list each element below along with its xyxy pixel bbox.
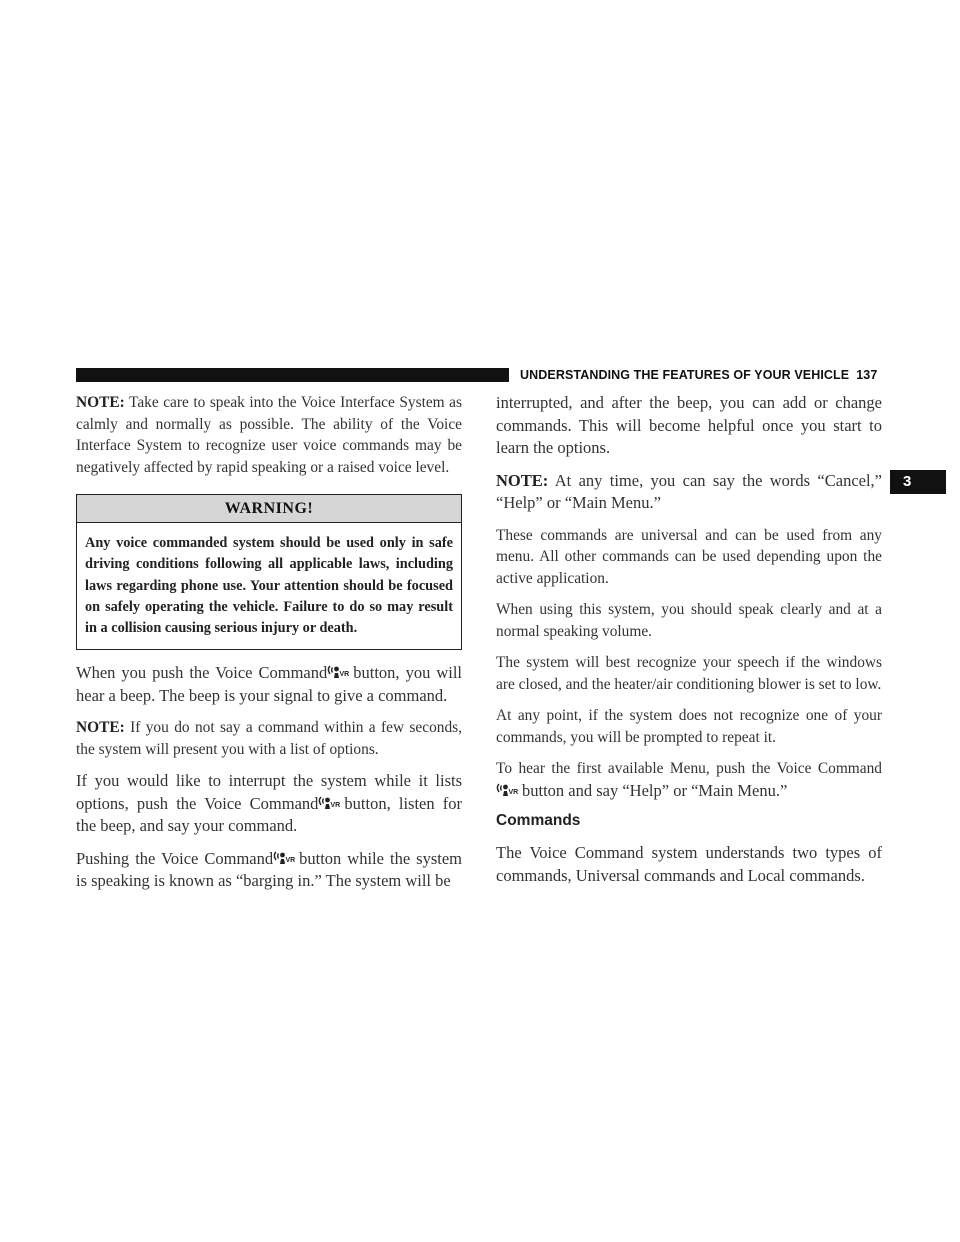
svg-text:VR: VR [330, 801, 341, 809]
note-paragraph-2 [76, 717, 462, 760]
svg-text:VR: VR [285, 856, 296, 864]
left-column [76, 392, 462, 903]
paragraph-text: To hear the first available Menu, push the Voice Command [496, 760, 882, 777]
paragraph-recognize: The system will best recognize your speech if the windows are closed, and the heater/air conditioning blower is set to low. [496, 654, 882, 693]
warning-body: Any voice commanded system should be used only in safe driving conditions following all applicable laws, including laws regarding phone use. Your attention should be focused on safely operating the vehicle. Failure to do so may result in a collision causing serious injury or death. [85, 535, 453, 637]
paragraph-continued: interrupted, and after the beep, you can add or change commands. This will become helpful once you start to learn the options. [496, 393, 882, 457]
note-text: If you do not say a command within a few seconds, the system will present you with a list of options. [76, 719, 462, 758]
paragraph-barging-in [76, 848, 462, 893]
paragraph-text: button and say “Help” or “Main Menu.” [522, 780, 788, 800]
paragraph-first-menu [496, 758, 882, 802]
header-rule [76, 368, 509, 382]
paragraph-text: Pushing the Voice Command [76, 848, 274, 868]
paragraph-push-voice-command [76, 662, 462, 707]
voice-command-icon [496, 781, 522, 797]
svg-text:VR: VR [339, 671, 350, 679]
note-label: NOTE: [496, 470, 549, 490]
warning-title: WARNING! [77, 495, 461, 523]
note-label: NOTE: [76, 394, 125, 411]
paragraph-text: button while the system is speaking is known as “barging in.” The system will be [76, 848, 462, 891]
paragraph-text: button, you will hear a beep. The beep is your signal to give a command. [76, 663, 462, 705]
voice-command-icon [273, 849, 299, 865]
paragraph-text: If you would like to interrupt the system while it lists options, push the Voice Command [76, 771, 462, 813]
note-paragraph [76, 392, 462, 478]
note-label: NOTE: [76, 719, 125, 737]
svg-text:VR: VR [508, 788, 519, 796]
note-text: At any time, you can say the words “Cancel,” “Help” or “Main Menu.” [496, 470, 882, 512]
running-header [520, 366, 877, 384]
warning-box [76, 494, 462, 650]
paragraph-text: button, listen for the beep, and say your command. [76, 793, 463, 836]
section-title: UNDERSTANDING THE FEATURES OF YOUR VEHICLE [520, 368, 850, 382]
section-heading-commands: Commands [496, 812, 581, 829]
note-text: Take care to speak into the Voice Interface System as calmly and normally as possible. The ability of the Voice Interface System to recognize user voice commands may be negatively affected by rapid speaking or a raised voice level. [76, 394, 462, 476]
page-number: 137 [856, 368, 878, 382]
chapter-tab: 3 [890, 470, 946, 494]
voice-command-icon [318, 794, 344, 810]
paragraph-command-types: The Voice Command system understands two types of commands, Universal commands and Local commands. [496, 843, 882, 885]
paragraph-text: When you push the Voice Command [76, 663, 328, 683]
paragraph-speak-clearly: When using this system, you should speak clearly and at a normal speaking volume. [496, 601, 882, 640]
paragraph-universal: These commands are universal and can be used from any menu. All other commands can be used depending upon the active application. [496, 526, 882, 587]
paragraph-repeat: At any point, if the system does not recognize one of your commands, you will be prompted to repeat it. [496, 707, 882, 746]
voice-command-icon [327, 663, 353, 679]
note-paragraph-3 [496, 470, 882, 515]
paragraph-interrupt [76, 770, 462, 838]
right-column [496, 392, 882, 897]
